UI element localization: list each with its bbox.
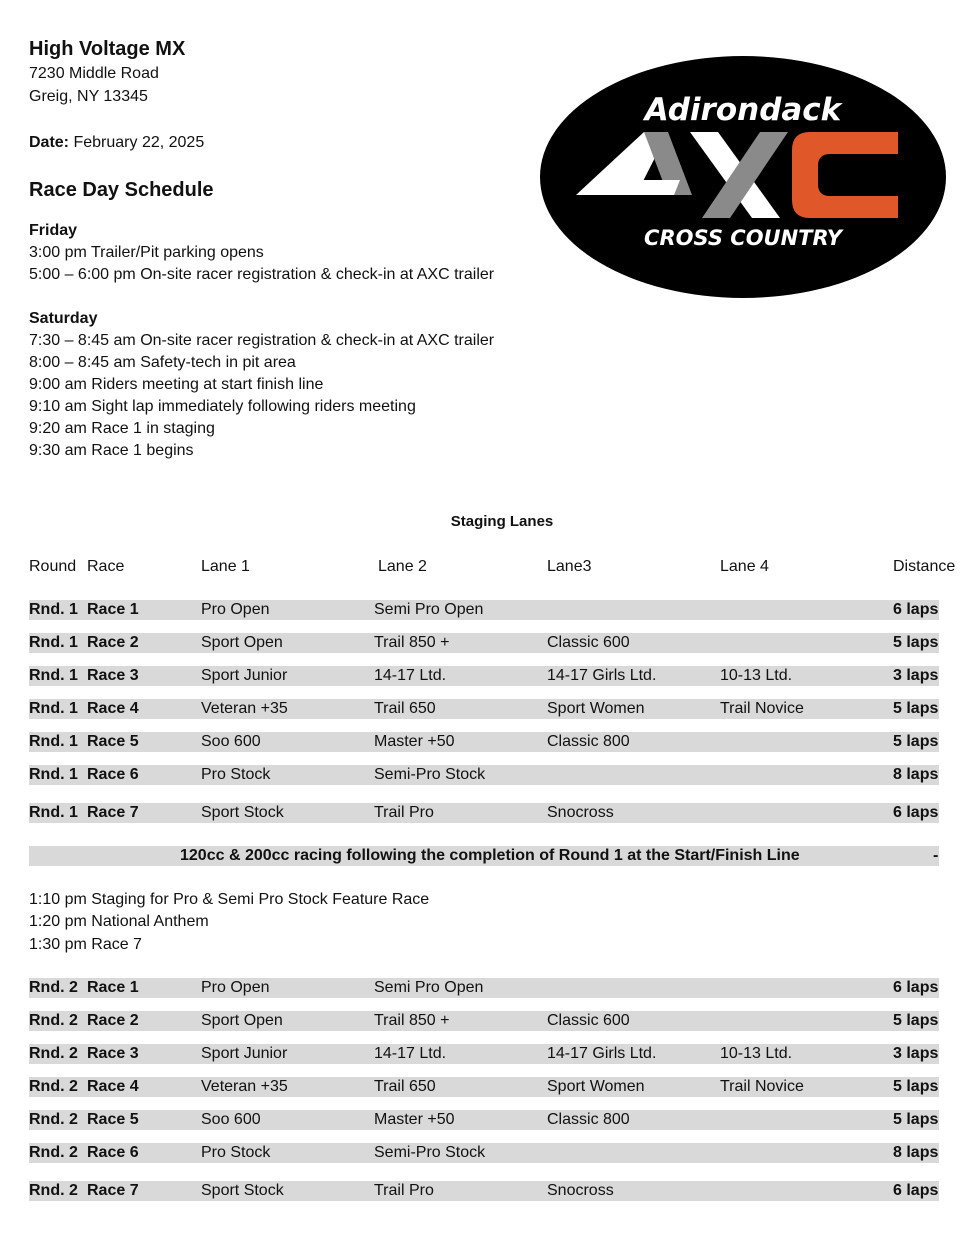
cell-lane1: Soo 600 <box>201 1111 261 1128</box>
date-value: February 22, 2025 <box>73 134 205 151</box>
cell-distance: 5 laps <box>893 1078 939 1095</box>
staging-title: Staging Lanes <box>450 513 554 530</box>
table-row <box>29 699 939 719</box>
cell-lane2: 14-17 Ltd. <box>374 1045 447 1062</box>
cell-round: Rnd. 2 <box>29 1012 78 1029</box>
table-row <box>29 1044 939 1064</box>
table-row <box>29 666 939 686</box>
cell-lane1: Veteran +35 <box>201 700 288 717</box>
cell-lane3: Classic 600 <box>547 634 630 651</box>
cell-lane2: Trail Pro <box>374 1182 434 1199</box>
cell-lane2: Trail Pro <box>374 804 434 821</box>
cell-race: Race 7 <box>87 1182 139 1199</box>
cell-lane3: Classic 800 <box>547 1111 630 1128</box>
cell-lane4: 10-13 Ltd. <box>720 667 793 684</box>
cell-lane2: Semi-Pro Stock <box>374 766 486 783</box>
cell-lane1: Pro Stock <box>201 1144 271 1161</box>
header-lane1: Lane 1 <box>201 558 250 575</box>
cell-round: Rnd. 2 <box>29 1144 78 1161</box>
cell-race: Race 6 <box>87 1144 139 1161</box>
cell-lane1: Soo 600 <box>201 733 261 750</box>
friday-heading: Friday <box>29 222 78 239</box>
cell-distance: 3 laps <box>893 1045 939 1062</box>
venue-address-line1: 7230 Middle Road <box>29 65 159 82</box>
cell-race: Race 6 <box>87 766 139 783</box>
note-row <box>29 846 939 866</box>
cell-lane2: Semi-Pro Stock <box>374 1144 486 1161</box>
adirondack-cross-country-logo <box>540 56 946 298</box>
cell-lane3: Sport Women <box>547 1078 645 1095</box>
cell-race: Race 1 <box>87 601 139 618</box>
note-dash: - <box>933 847 939 864</box>
cell-lane3: Classic 600 <box>547 1012 630 1029</box>
table-row <box>29 633 939 653</box>
cell-round: Rnd. 1 <box>29 766 78 783</box>
cell-round: Rnd. 1 <box>29 700 78 717</box>
cell-race: Race 3 <box>87 667 139 684</box>
cell-race: Race 2 <box>87 634 139 651</box>
table-row <box>29 803 939 823</box>
midday-item: 1:30 pm Race 7 <box>29 936 142 953</box>
cell-distance: 6 laps <box>893 601 939 618</box>
saturday-heading: Saturday <box>29 310 98 327</box>
table-row <box>29 1011 939 1031</box>
table-row <box>29 1077 939 1097</box>
cell-lane1: Sport Junior <box>201 1045 288 1062</box>
cell-lane2: Semi Pro Open <box>374 979 484 996</box>
cell-lane2: Master +50 <box>374 1111 455 1128</box>
cell-distance: 6 laps <box>893 804 939 821</box>
cell-distance: 5 laps <box>893 634 939 651</box>
cell-race: Race 2 <box>87 1012 139 1029</box>
header-race: Race <box>87 558 125 575</box>
midday-item: 1:10 pm Staging for Pro & Semi Pro Stock Feature Race <box>29 891 430 908</box>
cell-lane2: Trail 650 <box>374 1078 436 1095</box>
cell-lane4: Trail Novice <box>720 700 804 717</box>
cell-round: Rnd. 1 <box>29 733 78 750</box>
cell-lane2: Trail 850 + <box>374 1012 450 1029</box>
cell-round: Rnd. 1 <box>29 601 78 618</box>
cell-lane2: Trail 850 + <box>374 634 450 651</box>
venue-address-line2: Greig, NY 13345 <box>29 88 148 105</box>
cell-race: Race 5 <box>87 733 139 750</box>
cell-round: Rnd. 2 <box>29 1111 78 1128</box>
saturday-item: 9:00 am Riders meeting at start finish line <box>29 376 324 393</box>
saturday-item: 8:00 – 8:45 am Safety-tech in pit area <box>29 354 296 371</box>
friday-item: 5:00 – 6:00 pm On-site racer registration & check-in at AXC trailer <box>29 266 495 283</box>
cell-race: Race 4 <box>87 1078 139 1095</box>
cell-distance: 8 laps <box>893 1144 939 1161</box>
table-row <box>29 732 939 752</box>
cell-lane3: 14-17 Girls Ltd. <box>547 667 657 684</box>
cell-lane1: Pro Stock <box>201 766 271 783</box>
table-row <box>29 1181 939 1201</box>
table-row <box>29 600 939 620</box>
cell-lane1: Sport Open <box>201 1012 283 1029</box>
cell-distance: 6 laps <box>893 979 939 996</box>
friday-item: 3:00 pm Trailer/Pit parking opens <box>29 244 264 261</box>
header-lane3: Lane3 <box>547 558 592 575</box>
cell-distance: 5 laps <box>893 700 939 717</box>
cell-distance: 5 laps <box>893 1012 939 1029</box>
event-date <box>29 132 204 154</box>
cell-lane3: 14-17 Girls Ltd. <box>547 1045 657 1062</box>
table-row <box>29 978 939 998</box>
date-label: Date: <box>29 134 70 151</box>
logo-bottom-text: CROSS COUNTRY <box>644 226 842 250</box>
cell-round: Rnd. 2 <box>29 1045 78 1062</box>
logo-graphic <box>540 56 946 298</box>
cell-lane1: Veteran +35 <box>201 1078 288 1095</box>
cell-distance: 5 laps <box>893 1111 939 1128</box>
cell-race: Race 4 <box>87 700 139 717</box>
cell-round: Rnd. 2 <box>29 1182 78 1199</box>
cell-distance: 6 laps <box>893 1182 939 1199</box>
cell-lane1: Sport Stock <box>201 804 284 821</box>
saturday-item: 9:20 am Race 1 in staging <box>29 420 215 437</box>
cell-lane3: Snocross <box>547 1182 614 1199</box>
cell-lane2: Semi Pro Open <box>374 601 484 618</box>
cell-lane3: Sport Women <box>547 700 645 717</box>
logo-a-bar <box>604 180 680 195</box>
cell-round: Rnd. 1 <box>29 634 78 651</box>
schedule-title: Race Day Schedule <box>29 179 214 201</box>
logo-top-text: Adirondack <box>644 92 842 128</box>
cell-lane1: Sport Open <box>201 634 283 651</box>
cell-lane2: 14-17 Ltd. <box>374 667 447 684</box>
cell-lane2: Master +50 <box>374 733 455 750</box>
cell-lane2: Trail 650 <box>374 700 436 717</box>
table-row <box>29 1110 939 1130</box>
cell-lane4: 10-13 Ltd. <box>720 1045 793 1062</box>
header-lane2: Lane 2 <box>378 558 427 575</box>
cell-lane1: Pro Open <box>201 979 270 996</box>
cell-race: Race 7 <box>87 804 139 821</box>
cell-round: Rnd. 2 <box>29 1078 78 1095</box>
header-lane4: Lane 4 <box>720 558 769 575</box>
note-text: 120cc & 200cc racing following the completion of Round 1 at the Start/Finish Line <box>180 847 800 864</box>
cell-distance: 3 laps <box>893 667 939 684</box>
cell-race: Race 1 <box>87 979 139 996</box>
saturday-item: 9:10 am Sight lap immediately following riders meeting <box>29 398 416 415</box>
cell-distance: 8 laps <box>893 766 939 783</box>
venue-name: High Voltage MX <box>29 38 186 60</box>
saturday-item: 7:30 – 8:45 am On-site racer registration & check-in at AXC trailer <box>29 332 495 349</box>
cell-distance: 5 laps <box>893 733 939 750</box>
cell-lane1: Sport Junior <box>201 667 288 684</box>
cell-round: Rnd. 1 <box>29 667 78 684</box>
saturday-item: 9:30 am Race 1 begins <box>29 442 194 459</box>
header-round: Round <box>29 558 77 575</box>
cell-race: Race 3 <box>87 1045 139 1062</box>
midday-item: 1:20 pm National Anthem <box>29 913 209 930</box>
cell-race: Race 5 <box>87 1111 139 1128</box>
table-row <box>29 765 939 785</box>
header-distance: Distance <box>893 558 956 575</box>
cell-lane1: Pro Open <box>201 601 270 618</box>
cell-lane4: Trail Novice <box>720 1078 804 1095</box>
cell-round: Rnd. 2 <box>29 979 78 996</box>
cell-round: Rnd. 1 <box>29 804 78 821</box>
cell-lane3: Snocross <box>547 804 614 821</box>
cell-lane1: Sport Stock <box>201 1182 284 1199</box>
table-row <box>29 1143 939 1163</box>
cell-lane3: Classic 800 <box>547 733 630 750</box>
